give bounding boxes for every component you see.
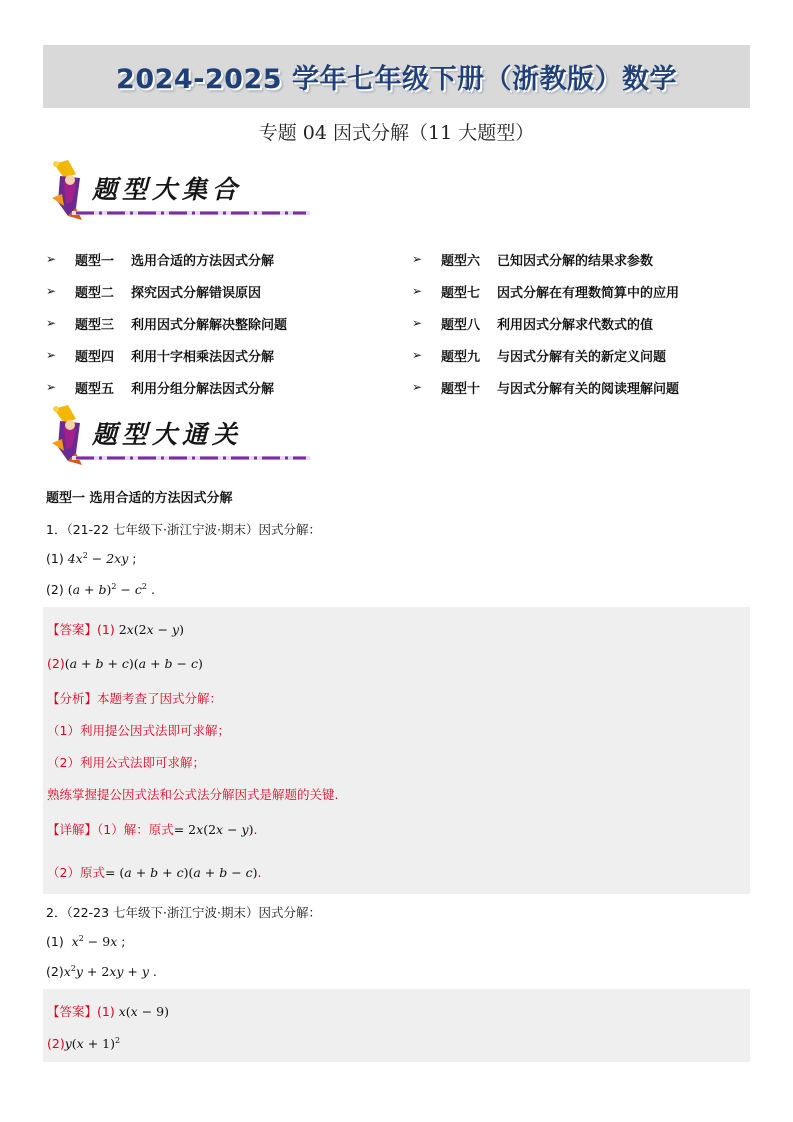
q2-answer-line1 [47,1002,169,1020]
topic-title: 已知因式分解的结果求参数 [497,253,654,269]
topic-column-right [412,243,679,403]
q2-part1: (1) $x^2 - 9x$ ; [46,934,126,950]
logo-dash-rule [72,208,310,218]
topic-title: 利用分组分解法因式分解 [131,381,275,397]
detail-text: （2）原式 [47,865,105,880]
arrow-bullet-icon: ➢ [46,252,57,266]
math-expression: (a + b + c)(a + b − c) [64,656,203,671]
pass-logo-text: 题型大通关 [92,420,243,449]
detail-tag: 【详解】 [47,822,98,837]
document-title: 2024-2025 学年七年级下册（浙教版）数学 [116,64,677,95]
arrow-bullet-icon: ➢ [46,380,57,394]
topic-number: 题型十 [441,381,481,397]
arrow-bullet-icon: ➢ [412,252,423,266]
topic-number: 题型二 [75,285,115,301]
arrow-bullet-icon: ➢ [46,316,57,330]
topic-number: 题型八 [441,317,481,333]
analysis-text: 本题考查了因式分解： [97,691,223,706]
math-expression: $y(x + 1)^2$ [64,1036,121,1052]
topic-number: 题型六 [441,253,481,269]
part-label: (2) [47,656,65,671]
topic-item [412,371,679,403]
arrow-bullet-icon: ➢ [412,348,423,362]
title-banner [43,45,750,108]
part-label: (2) [46,964,64,980]
q2-answer-line2 [47,1036,120,1051]
math-expression: $4x^2 - 2xy$ [67,551,129,567]
answer-tag: 【答案】 [47,622,98,637]
topic-item [412,307,679,339]
part-label: (1) [46,551,64,567]
topic-title: 利用因式分解解决整除问题 [131,317,288,333]
arrow-bullet-icon: ➢ [412,284,423,298]
arrow-bullet-icon: ➢ [412,380,423,394]
topic-item [412,275,679,307]
topic-title: 与因式分解有关的新定义问题 [497,349,667,365]
collection-logo-text: 题型大集合 [92,175,243,204]
q2-stem: 2．（22-23 七年级下·浙江宁波·期末）因式分解： [46,905,321,920]
q1-answer-line2 [47,656,203,671]
topic-item [46,339,287,371]
topic-title: 因式分解在有理数简算中的应用 [497,285,680,301]
section-heading: 题型一 选用合适的方法因式分解 [46,491,233,506]
math-expression: $x^2y + 2xy + y$ [63,964,149,980]
document-subtitle: 专题 04 因式分解（11 大题型） [258,122,535,144]
q1-stem: 1．（21-22 七年级下·浙江宁波·期末）因式分解： [46,522,321,537]
topic-title: 选用合适的方法因式分解 [131,253,275,269]
part-label: (2) [47,1036,65,1052]
topic-item [46,371,287,403]
q1-analysis-1: （1）利用提公因式法即可求解； [47,723,230,738]
topic-item [46,243,287,275]
detail-text: （1）解：原式 [97,822,174,837]
q1-answer-box [43,607,750,894]
topic-item [412,243,679,275]
topic-item [46,307,287,339]
logo-dash-rule [72,453,310,463]
part-label: (1) [46,934,64,950]
pass-logo [46,403,266,469]
collection-logo [46,158,266,224]
part-label: (2) [46,582,64,598]
math-expression: = (a + b + c)(a + b − c) [104,865,258,880]
topic-number: 题型三 [75,317,115,333]
q1-part1: (1) $4x^2 - 2xy$ ; [46,551,137,567]
arrow-bullet-icon: ➢ [412,316,423,330]
q2-answer-box [43,989,750,1062]
topic-number: 题型五 [75,381,115,397]
q2-part2: $(2)x^2y + 2xy + y$ . [46,964,157,980]
q1-analysis [47,689,222,707]
math-expression: = 2x(2x − y) [173,822,254,837]
math-expression: x(x − 9) [118,1004,169,1019]
q1-part2: (2) $(a + b)^2 - c^2$ . [46,582,155,598]
math-expression: $x^2 - 9x$ [67,934,118,950]
topic-number: 题型四 [75,349,115,365]
part-label: (1) [97,1004,115,1019]
topic-number: 题型一 [75,253,115,269]
q1-detail-1: 【详解】（1）解：原式= 2x(2x − y). [47,822,258,837]
topic-item [46,275,287,307]
part-label: (1) [97,622,115,637]
q1-analysis-3: 熟练掌握提公因式法和公式法分解因式是解题的关键. [47,787,339,802]
topic-title: 利用十字相乘法因式分解 [131,349,275,365]
topic-number: 题型九 [441,349,481,365]
topic-title: 与因式分解有关的阅读理解问题 [497,381,680,397]
q1-analysis-2: （2）利用公式法即可求解； [47,755,205,770]
analysis-tag: 【分析】 [47,691,98,706]
topic-column-left [46,243,287,403]
arrow-bullet-icon: ➢ [46,284,57,298]
topic-title: 利用因式分解求代数式的值 [497,317,654,333]
answer-tag: 【答案】 [47,1004,98,1019]
arrow-bullet-icon: ➢ [46,348,57,362]
q1-answer-line1 [47,620,184,638]
q1-detail-2: （2）原式= (a + b + c)(a + b − c). [47,865,262,880]
topic-title: 探究因式分解错误原因 [131,285,262,301]
math-expression: 2x(2x − y) [118,622,185,637]
topic-number: 题型七 [441,285,481,301]
topic-item [412,339,679,371]
math-expression: $(a + b)^2 - c^2$ [67,582,147,598]
